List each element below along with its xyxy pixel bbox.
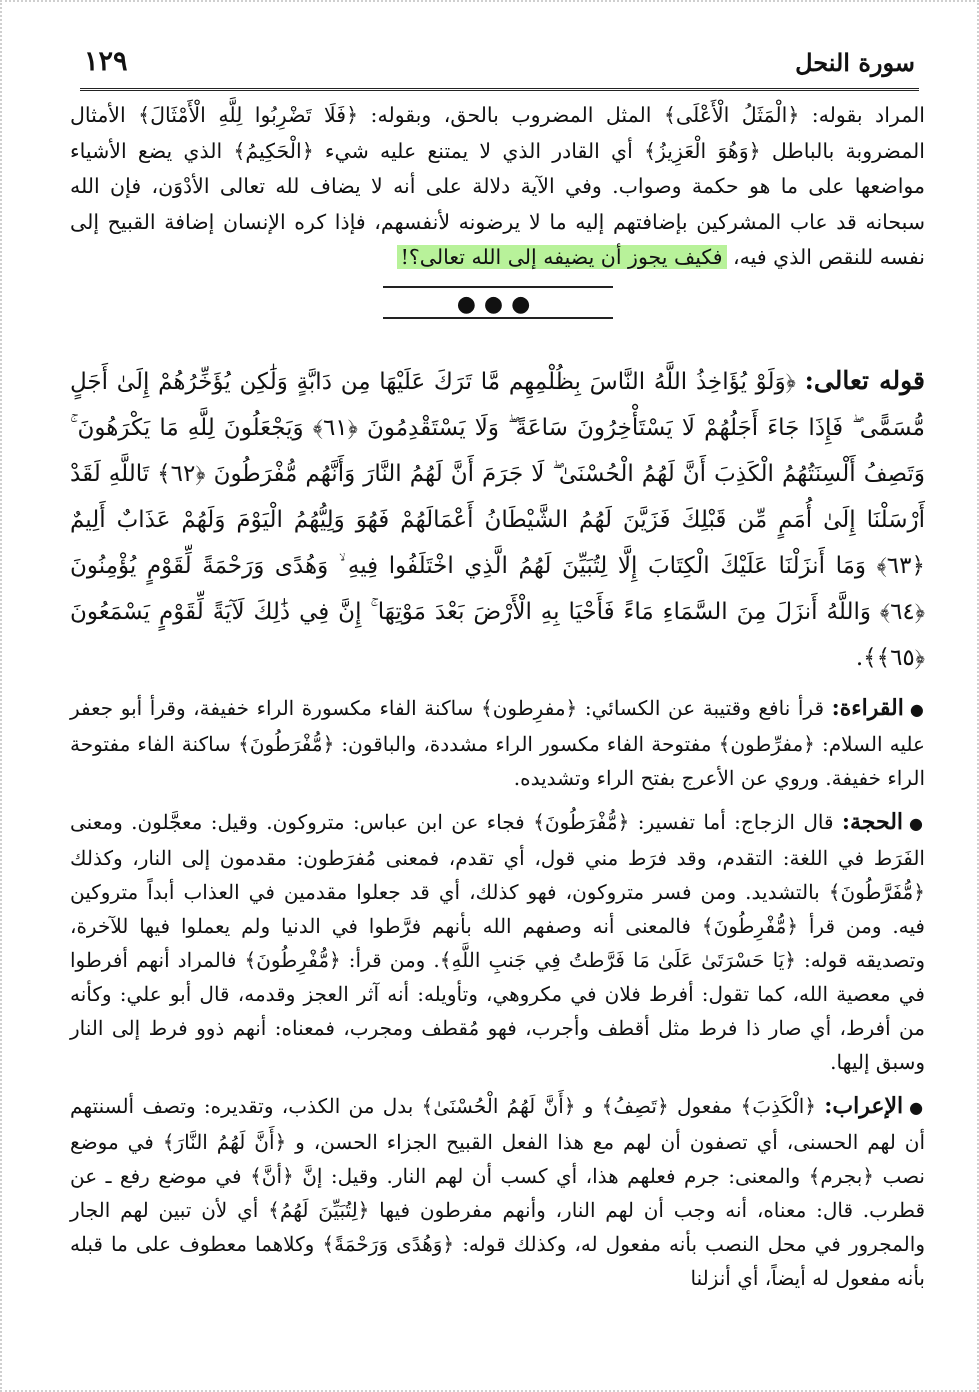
irab-section [70,1089,925,1295]
intro-paragraph [70,98,925,276]
divider-line-bottom [383,317,613,319]
page-header [80,36,919,91]
irab-heading: الإعراب: [824,1092,904,1119]
bullet-icon: ● [909,1097,925,1117]
irab-text: ﴿الْكَذِبَ﴾ مفعول ﴿تَصِفُ﴾ و ﴿أَنَّ لَهُمُ الْحُسْنَىٰ﴾ بدل من الكذب، وتقديره: وتصف ألسنتهم أن لهم الحسنى، أي تصفون أن لهم مع هذا الفعل القبيح الجزاء الحسن، و ﴿أَنَّ لَهُمُ النَّارَ﴾ في موضع نصب ﴿بجرم﴾ والمعنى: جرم فعلهم هذا، أي كسب أن لهم النار. وقيل: إنَّ ﴿أنَّ﴾ في موضع رفع ـ عن قطرب. قال: معناه، أنه وجب أن لهم النار، وأنهم مفرطون فيها ﴿لِتُبَيِّنَ لَهُمُ﴾ أي لأن تبين لهم الجار والمجرور في محل النصب بأنه مفعول له، وكذلك قوله: ﴿وَهُدًى وَرَحْمَةً﴾ وكلاهما معطوف على ما قبله بأنه مفعول له أيضاً، أي أنزلنا [70,1093,925,1290]
bullet-icon: ● [909,813,925,833]
highlighted-text: فكيف يجوز أن يضيفه إلى الله تعالى؟! [397,245,727,269]
qiraa-heading: القراءة: [831,694,904,721]
divider-dots: ●●● [456,291,539,317]
qiraa-text: قرأ نافع وقتيبة عن الكسائي: ﴿مفرِطون﴾ ساكنة الفاء مكسورة الراء خفيفة، وقرأ أبو جعفر عليه السلام: ﴿مفرِّطون﴾ مفتوحة الفاء مكسور الراء مشددة، والباقون: ﴿مُّفْرَطُونَ﴾ ساكنة الفاء مفتوحة الراء خفيفة. وروي عن الأعرج بفتح الراء وتشديده. [70,695,925,790]
verses-lead: قوله تعالى: [804,365,925,395]
page-number: ١٢٩ [84,46,128,77]
quran-verses [70,358,925,681]
bullet-icon: ● [909,699,926,719]
page-content [70,94,925,1295]
divider-line-top [383,286,613,288]
surah-title: سورة النحل [795,48,915,77]
hujja-section [70,805,925,1079]
hujja-text: قال الزجاج: أما تفسير: ﴿مُّفْرَطُونَ﴾ فجاء عن ابن عباس: متروكون. وقيل: معجَّلون. ومعنى الفَرَط في اللغة: التقدم، وقد فرَط مني قول، أي تقدم، فمعنى مُفرَطون: مقدمون إلى النار، وكذلك ﴿مُّفَرَّطُونَ﴾ بالتشديد. ومن فسر متروكون، فهو كذلك، أي قد جعلوا مقدمين في العذاب أبداً متروكين فيه. ومن قرأ ﴿مُّفْرِطُونَ﴾ فالمعنى أنه وصفهم الله بأنهم فرَّطوا في الدنيا ولم يعملوا فيها للآخرة، وتصديقه قوله: ﴿يَا حَسْرَتَىٰ عَلَىٰ مَا فَرَّطتُ فِي جَنبِ اللَّهِ﴾. ومن قرأ: ﴿مُّفْرِطُونَ﴾ فالمراد أنهم أفرطوا في معصية الله، كما تقول: أفرط فلان في مكروهي، وتأويله: أنه آثر العجز وقدمه، قال أبو علي: وكأنه من أفرط، أي صار ذا فرط مثل أقطف وأجرب، فهو مُقطف ومجرب، فمعناه: أنهم ذوو فرط إلى النار وسبق إليها. [70,809,925,1074]
intro-text: المراد بقوله: ﴿الْمَثَلُ الْأَعْلَى﴾ المثل المضروب بالحق، وبقوله: ﴿فَلَا تَضْرِبُوا لِلَّهِ الْأَمْثَالَ﴾ الأمثال المضروبة بالباطل ﴿وَهُوَ الْعَزِيزُ﴾ أي القادر الذي لا يمتنع عليه شيء ﴿الْحَكِيمُ﴾ الذي يضع الأشياء مواضعها على ما هو حكمة وصواب. وفي الآية دلالة على أنه لا يضاف لله تعالى الأدْوَن، فإن الله سبحانه قد عاب المشركين بإضافتهم إليه ما لا يرضونه لأنفسهم، فإذا كره الإنسان إضافة القبيح إلى نفسه للنقص الذي فيه، [70,103,925,269]
verses-text: ﴿وَلَوْ يُؤَاخِذُ اللَّهُ النَّاسَ بِظُلْمِهِم مَّا تَرَكَ عَلَيْهَا مِن دَابَّةٍ وَلَٰكِن يُؤَخِّرُهُمْ إِلَىٰ أَجَلٍ مُّسَمًّى ۖ فَإِذَا جَاءَ أَجَلُهُمْ لَا يَسْتَأْخِرُونَ سَاعَةً ۖ وَلَا يَسْتَقْدِمُونَ ﴿٦١﴾ وَيَجْعَلُونَ لِلَّهِ مَا يَكْرَهُونَ ۚ وَتَصِفُ أَلْسِنَتُهُمُ الْكَذِبَ أَنَّ لَهُمُ الْحُسْنَىٰ ۖ لَا جَرَمَ أَنَّ لَهُمُ النَّارَ وَأَنَّهُم مُّفْرَطُونَ ﴿٦٢﴾ تَاللَّهِ لَقَدْ أَرْسَلْنَا إِلَىٰ أُمَمٍ مِّن قَبْلِكَ فَزَيَّنَ لَهُمُ الشَّيْطَانُ أَعْمَالَهُمْ فَهُوَ وَلِيُّهُمُ الْيَوْمَ وَلَهُمْ عَذَابٌ أَلِيمٌ ﴿٦٣﴾ وَمَا أَنزَلْنَا عَلَيْكَ الْكِتَابَ إِلَّا لِتُبَيِّنَ لَهُمُ الَّذِي اخْتَلَفُوا فِيهِ ۙ وَهُدًى وَرَحْمَةً لِّقَوْمٍ يُؤْمِنُونَ ﴿٦٤﴾ وَاللَّهُ أَنزَلَ مِنَ السَّمَاءِ مَاءً فَأَحْيَا بِهِ الْأَرْضَ بَعْدَ مَوْتِهَا ۚ إِنَّ فِي ذَٰلِكَ لَآيَةً لِّقَوْمٍ يَسْمَعُونَ ﴿٦٥﴾﴾. [70,368,926,671]
section-divider [70,286,925,350]
hujja-heading: الحجة: [841,808,904,835]
qiraa-section [70,691,925,795]
